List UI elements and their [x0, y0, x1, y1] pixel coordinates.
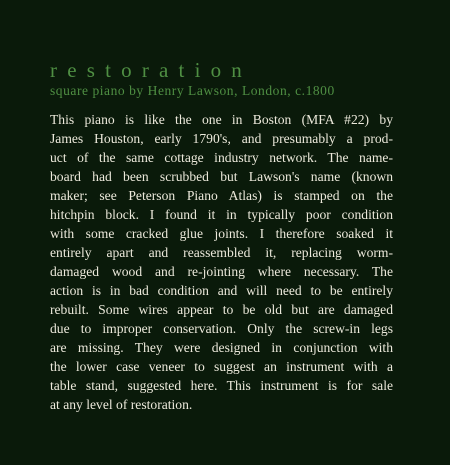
article-line: damaged wood and re-jointing where necessary. The — [50, 264, 393, 279]
article-line: This piano is like the one in Boston (MFA #22) by — [50, 112, 393, 127]
article-line: at any level of restoration. — [50, 397, 193, 412]
article-line: action is in bad condition and will need to be entirely — [50, 283, 393, 298]
article-line: the lower case veneer to suggest an instrument with a — [50, 359, 393, 374]
article-line: James Houston, early 1790's, and presumably a prod- — [50, 131, 393, 146]
article-line: are missing. They were designed in conjunction with — [50, 340, 393, 355]
article-line: entirely apart and reassembled it, replacing worm- — [50, 245, 393, 260]
page-title: restoration — [50, 58, 253, 82]
article-line: rebuilt. Some wires appear to be old but are damaged — [50, 302, 393, 317]
article-line: uct of the same cottage industry network. The name- — [50, 150, 393, 165]
article-line: hitchpin block. I found it in typically poor condition — [50, 207, 393, 222]
article-line: with some cracked glue joints. I therefore soaked it — [50, 226, 393, 241]
article-line: board had been scrubbed but Lawson's name (known — [50, 169, 393, 184]
article-body — [50, 110, 393, 414]
page-subtitle: square piano by Henry Lawson, London, c.1800 — [50, 83, 335, 98]
article-line: due to improper conservation. Only the screw-in legs — [50, 321, 393, 336]
article-line: table stand, suggested here. This instrument is for sale — [50, 378, 393, 393]
article-line: maker; see Peterson Piano Atlas) is stamped on the — [50, 188, 393, 203]
